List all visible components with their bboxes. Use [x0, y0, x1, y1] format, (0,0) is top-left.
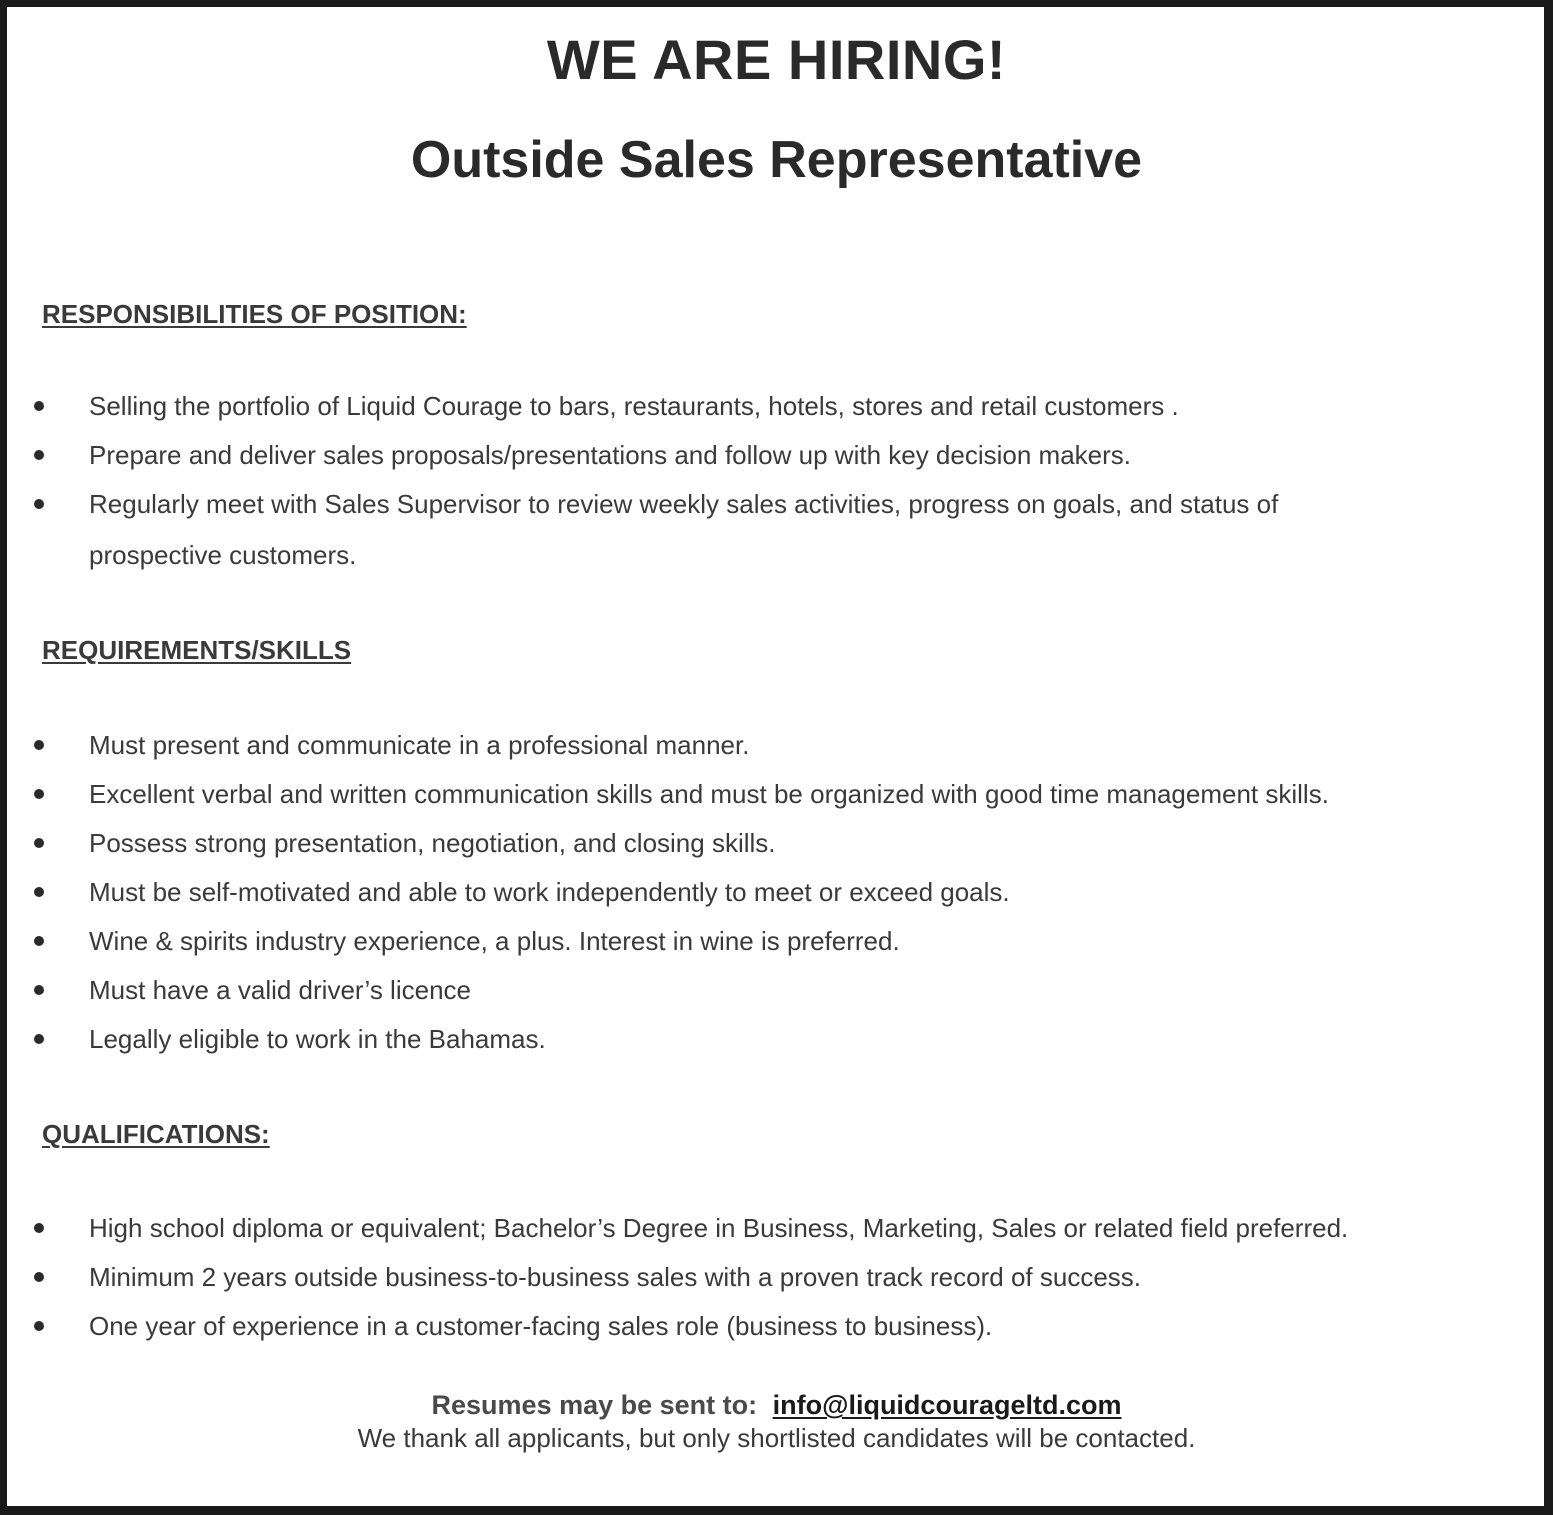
- list-item-text: Legally eligible to work in the Bahamas.: [89, 1024, 546, 1054]
- bullet-icon: [34, 401, 44, 411]
- email-link[interactable]: info@liquidcourageltd.com: [772, 1390, 1122, 1420]
- bullet-icon: [34, 1034, 44, 1044]
- list-item-text: Selling the portfolio of Liquid Courage to bars, restaurants, hotels, stores and retail customers .: [89, 391, 1179, 421]
- bullet-icon: [34, 936, 44, 946]
- bullet-icon: [34, 838, 44, 848]
- bullet-icon: [34, 1223, 44, 1233]
- bullet-icon: [34, 789, 44, 799]
- bullet-icon: [34, 1272, 44, 1282]
- list-item-text: Wine & spirits industry experience, a plus. Interest in wine is preferred.: [89, 926, 900, 956]
- thanks-note: We thank all applicants, but only shortlisted candidates will be contacted.: [357, 1423, 1196, 1453]
- list-item-text: Minimum 2 years outside business-to-business sales with a proven track record of success.: [89, 1262, 1141, 1292]
- list-item-text: Regularly meet with Sales Supervisor to review weekly sales activities, progress on goals, and status of prospective customers.: [89, 489, 1279, 570]
- bullet-icon: [34, 985, 44, 995]
- position-title: Outside Sales Representative: [410, 131, 1143, 189]
- hiring-title: WE ARE HIRING!: [546, 28, 1007, 91]
- bullet-icon: [34, 887, 44, 897]
- list-item-text: Must have a valid driver’s licence: [89, 975, 471, 1005]
- list-item-text: One year of experience in a customer-facing sales role (business to business).: [89, 1311, 993, 1341]
- bullet-icon: [34, 740, 44, 750]
- contact-label: Resumes may be sent to:: [431, 1390, 758, 1420]
- list-item-text: Must be self-motivated and able to work independently to meet or exceed goals.: [89, 877, 1010, 907]
- list-item-text: Excellent verbal and written communication skills and must be organized with good time management skills.: [89, 779, 1329, 809]
- bullet-icon: [34, 499, 44, 509]
- list-item-text: High school diploma or equivalent; Bachelor’s Degree in Business, Marketing, Sales or related field preferred.: [89, 1213, 1349, 1243]
- list-item-text: Prepare and deliver sales proposals/presentations and follow up with key decision makers.: [89, 440, 1132, 470]
- list-item-text: Must present and communicate in a professional manner.: [89, 730, 750, 760]
- responsibilities-heading: RESPONSIBILITIES OF POSITION:: [42, 299, 467, 329]
- requirements-heading: REQUIREMENTS/SKILLS: [42, 635, 352, 665]
- bullet-icon: [34, 450, 44, 460]
- contact-line: [0, 1392, 1553, 1419]
- list-item-text: Possess strong presentation, negotiation, and closing skills.: [89, 828, 776, 858]
- bullet-icon: [34, 1321, 44, 1331]
- qualifications-heading: QUALIFICATIONS:: [42, 1119, 270, 1149]
